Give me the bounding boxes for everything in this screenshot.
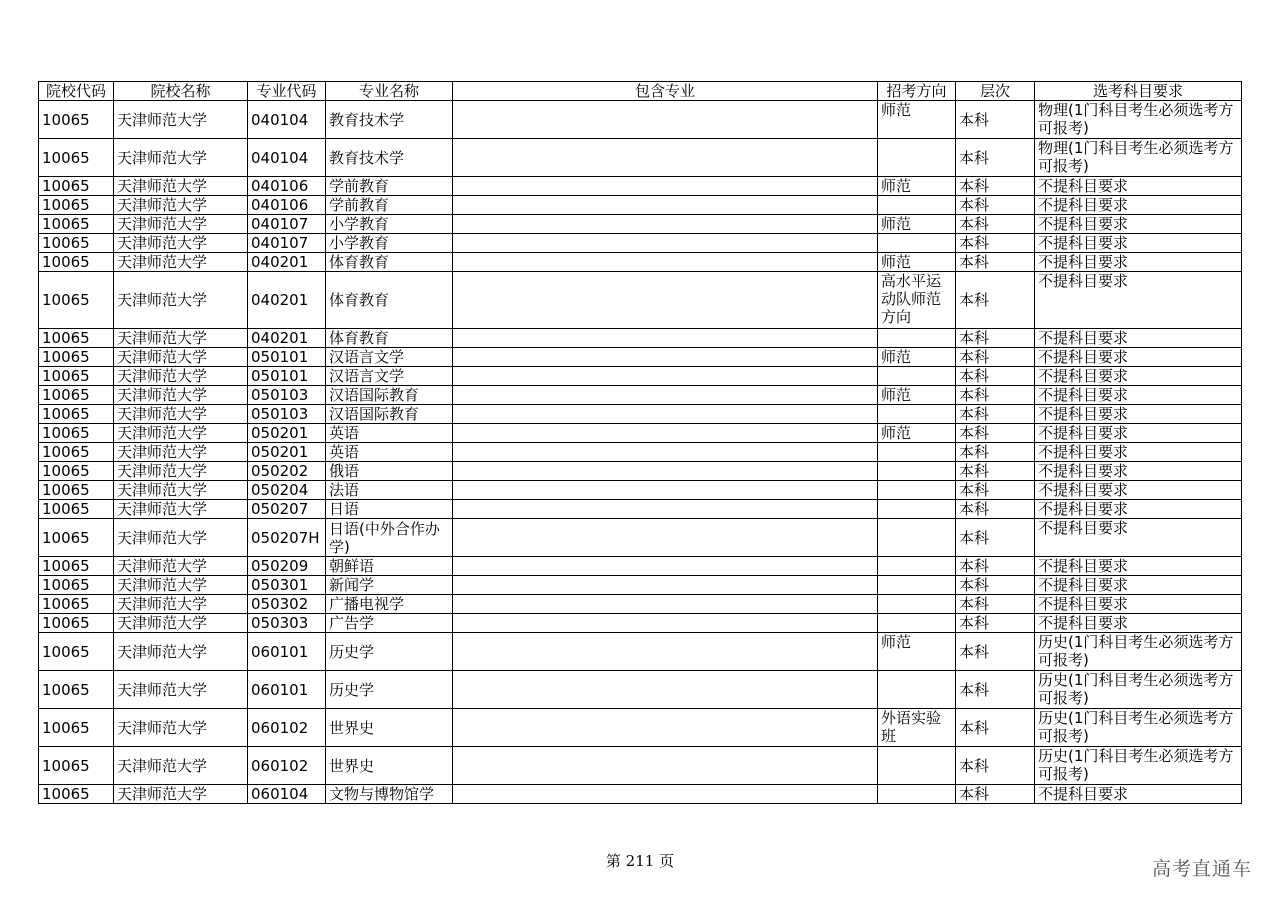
cell-school-name: 天津师范大学 bbox=[114, 614, 248, 633]
header-school-code: 院校代码 bbox=[39, 82, 114, 101]
cell-major-code: 050209 bbox=[248, 557, 326, 576]
cell-included-majors bbox=[453, 614, 878, 633]
cell-major-code: 050202 bbox=[248, 462, 326, 481]
cell-school-name: 天津师范大学 bbox=[114, 709, 248, 747]
table-row bbox=[39, 747, 1242, 785]
cell-school-code: 10065 bbox=[39, 443, 114, 462]
cell-major-name: 历史学 bbox=[326, 633, 453, 671]
cell-major-name: 体育教育 bbox=[326, 253, 453, 272]
cell-subject-requirement: 历史(1门科目考生必须选考方可报考) bbox=[1035, 633, 1242, 671]
cell-school-code: 10065 bbox=[39, 595, 114, 614]
cell-school-code: 10065 bbox=[39, 405, 114, 424]
cell-direction: 师范 bbox=[878, 348, 956, 367]
cell-level: 本科 bbox=[956, 367, 1035, 386]
header-row bbox=[39, 82, 1242, 101]
cell-direction bbox=[878, 785, 956, 804]
table-row bbox=[39, 139, 1242, 177]
cell-school-name: 天津师范大学 bbox=[114, 424, 248, 443]
cell-major-code: 050204 bbox=[248, 481, 326, 500]
table-row bbox=[39, 519, 1242, 557]
cell-school-name: 天津师范大学 bbox=[114, 405, 248, 424]
cell-major-name: 俄语 bbox=[326, 462, 453, 481]
cell-direction bbox=[878, 405, 956, 424]
cell-level: 本科 bbox=[956, 747, 1035, 785]
cell-included-majors bbox=[453, 329, 878, 348]
cell-major-name: 教育技术学 bbox=[326, 139, 453, 177]
cell-level: 本科 bbox=[956, 462, 1035, 481]
cell-major-code: 040107 bbox=[248, 234, 326, 253]
cell-level: 本科 bbox=[956, 272, 1035, 329]
cell-included-majors bbox=[453, 196, 878, 215]
cell-school-name: 天津师范大学 bbox=[114, 234, 248, 253]
cell-major-code: 060101 bbox=[248, 671, 326, 709]
cell-school-name: 天津师范大学 bbox=[114, 557, 248, 576]
cell-school-name: 天津师范大学 bbox=[114, 671, 248, 709]
cell-school-name: 天津师范大学 bbox=[114, 481, 248, 500]
cell-school-name: 天津师范大学 bbox=[114, 500, 248, 519]
cell-major-code: 040104 bbox=[248, 101, 326, 139]
cell-school-code: 10065 bbox=[39, 177, 114, 196]
cell-level: 本科 bbox=[956, 386, 1035, 405]
table-row bbox=[39, 443, 1242, 462]
cell-major-code: 060101 bbox=[248, 633, 326, 671]
cell-major-name: 世界史 bbox=[326, 709, 453, 747]
cell-direction bbox=[878, 557, 956, 576]
cell-school-name: 天津师范大学 bbox=[114, 196, 248, 215]
cell-major-code: 040201 bbox=[248, 329, 326, 348]
cell-included-majors bbox=[453, 253, 878, 272]
cell-level: 本科 bbox=[956, 443, 1035, 462]
cell-major-name: 法语 bbox=[326, 481, 453, 500]
cell-major-code: 040201 bbox=[248, 253, 326, 272]
cell-school-name: 天津师范大学 bbox=[114, 576, 248, 595]
cell-subject-requirement: 不提科目要求 bbox=[1035, 443, 1242, 462]
cell-school-name: 天津师范大学 bbox=[114, 747, 248, 785]
cell-direction bbox=[878, 519, 956, 557]
cell-subject-requirement: 不提科目要求 bbox=[1035, 253, 1242, 272]
cell-major-name: 小学教育 bbox=[326, 215, 453, 234]
table-row bbox=[39, 671, 1242, 709]
cell-school-code: 10065 bbox=[39, 386, 114, 405]
cell-direction bbox=[878, 671, 956, 709]
cell-level: 本科 bbox=[956, 348, 1035, 367]
table-row bbox=[39, 709, 1242, 747]
cell-school-code: 10065 bbox=[39, 253, 114, 272]
cell-direction bbox=[878, 234, 956, 253]
cell-school-name: 天津师范大学 bbox=[114, 348, 248, 367]
cell-direction bbox=[878, 481, 956, 500]
cell-school-name: 天津师范大学 bbox=[114, 215, 248, 234]
cell-level: 本科 bbox=[956, 424, 1035, 443]
table-row bbox=[39, 367, 1242, 386]
cell-included-majors bbox=[453, 500, 878, 519]
cell-major-name: 汉语言文学 bbox=[326, 367, 453, 386]
cell-major-name: 文物与博物馆学 bbox=[326, 785, 453, 804]
cell-major-code: 050103 bbox=[248, 405, 326, 424]
cell-direction bbox=[878, 443, 956, 462]
cell-school-code: 10065 bbox=[39, 519, 114, 557]
header-major-name: 专业名称 bbox=[326, 82, 453, 101]
cell-school-name: 天津师范大学 bbox=[114, 367, 248, 386]
cell-direction bbox=[878, 196, 956, 215]
cell-included-majors bbox=[453, 367, 878, 386]
cell-level: 本科 bbox=[956, 234, 1035, 253]
cell-school-code: 10065 bbox=[39, 329, 114, 348]
table-row bbox=[39, 481, 1242, 500]
cell-level: 本科 bbox=[956, 557, 1035, 576]
table-row bbox=[39, 424, 1242, 443]
cell-direction: 师范 bbox=[878, 177, 956, 196]
cell-subject-requirement: 不提科目要求 bbox=[1035, 500, 1242, 519]
cell-major-name: 日语 bbox=[326, 500, 453, 519]
cell-level: 本科 bbox=[956, 709, 1035, 747]
cell-school-code: 10065 bbox=[39, 367, 114, 386]
cell-subject-requirement: 不提科目要求 bbox=[1035, 519, 1242, 557]
cell-school-code: 10065 bbox=[39, 424, 114, 443]
cell-major-name: 汉语言文学 bbox=[326, 348, 453, 367]
cell-major-code: 060102 bbox=[248, 709, 326, 747]
cell-major-name: 小学教育 bbox=[326, 234, 453, 253]
cell-level: 本科 bbox=[956, 101, 1035, 139]
cell-direction bbox=[878, 500, 956, 519]
cell-school-code: 10065 bbox=[39, 709, 114, 747]
cell-subject-requirement: 历史(1门科目考生必须选考方可报考) bbox=[1035, 747, 1242, 785]
cell-subject-requirement: 不提科目要求 bbox=[1035, 481, 1242, 500]
cell-school-code: 10065 bbox=[39, 614, 114, 633]
cell-level: 本科 bbox=[956, 177, 1035, 196]
cell-subject-requirement: 不提科目要求 bbox=[1035, 348, 1242, 367]
cell-subject-requirement: 不提科目要求 bbox=[1035, 785, 1242, 804]
cell-major-code: 040106 bbox=[248, 196, 326, 215]
header-subject-requirement: 选考科目要求 bbox=[1035, 82, 1242, 101]
cell-subject-requirement: 不提科目要求 bbox=[1035, 215, 1242, 234]
cell-school-name: 天津师范大学 bbox=[114, 329, 248, 348]
cell-included-majors bbox=[453, 386, 878, 405]
cell-major-code: 040107 bbox=[248, 215, 326, 234]
cell-direction: 高水平运动队师范方向 bbox=[878, 272, 956, 329]
cell-direction bbox=[878, 462, 956, 481]
cell-level: 本科 bbox=[956, 405, 1035, 424]
cell-major-name: 朝鲜语 bbox=[326, 557, 453, 576]
cell-major-code: 050207 bbox=[248, 500, 326, 519]
cell-included-majors bbox=[453, 177, 878, 196]
cell-subject-requirement: 不提科目要求 bbox=[1035, 576, 1242, 595]
table-body bbox=[39, 101, 1242, 804]
cell-direction: 外语实验班 bbox=[878, 709, 956, 747]
cell-school-code: 10065 bbox=[39, 272, 114, 329]
cell-major-name: 汉语国际教育 bbox=[326, 386, 453, 405]
cell-major-code: 050302 bbox=[248, 595, 326, 614]
cell-school-name: 天津师范大学 bbox=[114, 443, 248, 462]
cell-major-name: 广告学 bbox=[326, 614, 453, 633]
cell-subject-requirement: 历史(1门科目考生必须选考方可报考) bbox=[1035, 671, 1242, 709]
cell-major-code: 050207H bbox=[248, 519, 326, 557]
table-row bbox=[39, 785, 1242, 804]
cell-level: 本科 bbox=[956, 519, 1035, 557]
table-row bbox=[39, 386, 1242, 405]
cell-major-name: 教育技术学 bbox=[326, 101, 453, 139]
cell-major-code: 050103 bbox=[248, 386, 326, 405]
cell-included-majors bbox=[453, 215, 878, 234]
cell-direction bbox=[878, 576, 956, 595]
cell-included-majors bbox=[453, 481, 878, 500]
cell-subject-requirement: 不提科目要求 bbox=[1035, 177, 1242, 196]
cell-major-name: 学前教育 bbox=[326, 196, 453, 215]
table-row bbox=[39, 196, 1242, 215]
cell-subject-requirement: 不提科目要求 bbox=[1035, 386, 1242, 405]
cell-direction: 师范 bbox=[878, 215, 956, 234]
cell-major-code: 050303 bbox=[248, 614, 326, 633]
cell-direction bbox=[878, 595, 956, 614]
cell-subject-requirement: 不提科目要求 bbox=[1035, 557, 1242, 576]
header-major-code: 专业代码 bbox=[248, 82, 326, 101]
cell-level: 本科 bbox=[956, 614, 1035, 633]
cell-school-code: 10065 bbox=[39, 576, 114, 595]
cell-major-name: 汉语国际教育 bbox=[326, 405, 453, 424]
cell-direction bbox=[878, 614, 956, 633]
cell-major-code: 050201 bbox=[248, 424, 326, 443]
cell-included-majors bbox=[453, 709, 878, 747]
cell-direction bbox=[878, 367, 956, 386]
cell-level: 本科 bbox=[956, 196, 1035, 215]
cell-subject-requirement: 不提科目要求 bbox=[1035, 329, 1242, 348]
cell-direction bbox=[878, 747, 956, 785]
cell-school-name: 天津师范大学 bbox=[114, 633, 248, 671]
table-row bbox=[39, 405, 1242, 424]
cell-level: 本科 bbox=[956, 329, 1035, 348]
cell-major-code: 050101 bbox=[248, 348, 326, 367]
table-row bbox=[39, 557, 1242, 576]
cell-major-name: 日语(中外合作办学) bbox=[326, 519, 453, 557]
cell-direction bbox=[878, 139, 956, 177]
cell-included-majors bbox=[453, 234, 878, 253]
cell-school-code: 10065 bbox=[39, 196, 114, 215]
header-included-majors: 包含专业 bbox=[453, 82, 878, 101]
table-row bbox=[39, 215, 1242, 234]
cell-school-name: 天津师范大学 bbox=[114, 101, 248, 139]
cell-major-code: 060102 bbox=[248, 747, 326, 785]
cell-level: 本科 bbox=[956, 671, 1035, 709]
cell-major-code: 040201 bbox=[248, 272, 326, 329]
cell-included-majors bbox=[453, 443, 878, 462]
table-row bbox=[39, 272, 1242, 329]
cell-level: 本科 bbox=[956, 633, 1035, 671]
cell-included-majors bbox=[453, 348, 878, 367]
cell-subject-requirement: 不提科目要求 bbox=[1035, 234, 1242, 253]
cell-included-majors bbox=[453, 101, 878, 139]
cell-direction bbox=[878, 329, 956, 348]
table-row bbox=[39, 462, 1242, 481]
cell-major-name: 学前教育 bbox=[326, 177, 453, 196]
cell-school-code: 10065 bbox=[39, 633, 114, 671]
table-row bbox=[39, 576, 1242, 595]
table-row bbox=[39, 595, 1242, 614]
cell-major-name: 英语 bbox=[326, 424, 453, 443]
cell-major-name: 世界史 bbox=[326, 747, 453, 785]
cell-school-code: 10065 bbox=[39, 234, 114, 253]
cell-subject-requirement: 不提科目要求 bbox=[1035, 595, 1242, 614]
cell-school-name: 天津师范大学 bbox=[114, 785, 248, 804]
table-row bbox=[39, 633, 1242, 671]
cell-level: 本科 bbox=[956, 576, 1035, 595]
cell-subject-requirement: 不提科目要求 bbox=[1035, 367, 1242, 386]
cell-included-majors bbox=[453, 785, 878, 804]
cell-included-majors bbox=[453, 519, 878, 557]
cell-included-majors bbox=[453, 633, 878, 671]
cell-level: 本科 bbox=[956, 215, 1035, 234]
cell-level: 本科 bbox=[956, 481, 1035, 500]
cell-school-code: 10065 bbox=[39, 101, 114, 139]
cell-direction: 师范 bbox=[878, 424, 956, 443]
cell-included-majors bbox=[453, 557, 878, 576]
table-row bbox=[39, 348, 1242, 367]
table-row bbox=[39, 253, 1242, 272]
cell-included-majors bbox=[453, 576, 878, 595]
cell-school-code: 10065 bbox=[39, 557, 114, 576]
page-number: 第 211 页 bbox=[605, 852, 675, 870]
cell-included-majors bbox=[453, 139, 878, 177]
cell-school-code: 10065 bbox=[39, 671, 114, 709]
table-row bbox=[39, 101, 1242, 139]
cell-school-code: 10065 bbox=[39, 215, 114, 234]
cell-major-code: 040104 bbox=[248, 139, 326, 177]
cell-major-name: 体育教育 bbox=[326, 272, 453, 329]
cell-direction: 师范 bbox=[878, 633, 956, 671]
header-direction: 招考方向 bbox=[878, 82, 956, 101]
cell-school-name: 天津师范大学 bbox=[114, 272, 248, 329]
cell-school-code: 10065 bbox=[39, 462, 114, 481]
cell-school-code: 10065 bbox=[39, 785, 114, 804]
table-row bbox=[39, 234, 1242, 253]
cell-school-code: 10065 bbox=[39, 747, 114, 785]
cell-school-name: 天津师范大学 bbox=[114, 519, 248, 557]
cell-included-majors bbox=[453, 272, 878, 329]
cell-subject-requirement: 不提科目要求 bbox=[1035, 614, 1242, 633]
cell-school-name: 天津师范大学 bbox=[114, 139, 248, 177]
cell-direction: 师范 bbox=[878, 253, 956, 272]
cell-major-code: 050301 bbox=[248, 576, 326, 595]
cell-major-code: 060104 bbox=[248, 785, 326, 804]
cell-included-majors bbox=[453, 671, 878, 709]
cell-school-code: 10065 bbox=[39, 500, 114, 519]
cell-school-code: 10065 bbox=[39, 481, 114, 500]
cell-school-name: 天津师范大学 bbox=[114, 386, 248, 405]
cell-school-name: 天津师范大学 bbox=[114, 177, 248, 196]
cell-major-name: 新闻学 bbox=[326, 576, 453, 595]
cell-included-majors bbox=[453, 595, 878, 614]
cell-school-code: 10065 bbox=[39, 139, 114, 177]
cell-subject-requirement: 不提科目要求 bbox=[1035, 462, 1242, 481]
cell-school-name: 天津师范大学 bbox=[114, 253, 248, 272]
cell-subject-requirement: 不提科目要求 bbox=[1035, 424, 1242, 443]
watermark-logo: 高考直通车 bbox=[1151, 858, 1252, 880]
cell-direction: 师范 bbox=[878, 386, 956, 405]
table-row bbox=[39, 500, 1242, 519]
cell-subject-requirement: 不提科目要求 bbox=[1035, 272, 1242, 329]
cell-level: 本科 bbox=[956, 253, 1035, 272]
cell-included-majors bbox=[453, 424, 878, 443]
cell-level: 本科 bbox=[956, 139, 1035, 177]
cell-subject-requirement: 不提科目要求 bbox=[1035, 196, 1242, 215]
header-school-name: 院校名称 bbox=[114, 82, 248, 101]
cell-level: 本科 bbox=[956, 500, 1035, 519]
cell-included-majors bbox=[453, 747, 878, 785]
cell-school-name: 天津师范大学 bbox=[114, 462, 248, 481]
table-row bbox=[39, 329, 1242, 348]
cell-major-name: 体育教育 bbox=[326, 329, 453, 348]
cell-major-code: 050201 bbox=[248, 443, 326, 462]
cell-subject-requirement: 不提科目要求 bbox=[1035, 405, 1242, 424]
cell-major-code: 040106 bbox=[248, 177, 326, 196]
cell-direction: 师范 bbox=[878, 101, 956, 139]
cell-school-name: 天津师范大学 bbox=[114, 595, 248, 614]
cell-major-name: 历史学 bbox=[326, 671, 453, 709]
cell-level: 本科 bbox=[956, 595, 1035, 614]
cell-subject-requirement: 物理(1门科目考生必须选考方可报考) bbox=[1035, 101, 1242, 139]
cell-subject-requirement: 历史(1门科目考生必须选考方可报考) bbox=[1035, 709, 1242, 747]
cell-included-majors bbox=[453, 462, 878, 481]
cell-school-code: 10065 bbox=[39, 348, 114, 367]
cell-major-code: 050101 bbox=[248, 367, 326, 386]
cell-major-name: 广播电视学 bbox=[326, 595, 453, 614]
table-row bbox=[39, 614, 1242, 633]
admission-table bbox=[38, 81, 1242, 804]
header-level: 层次 bbox=[956, 82, 1035, 101]
cell-included-majors bbox=[453, 405, 878, 424]
table-row bbox=[39, 177, 1242, 196]
cell-major-name: 英语 bbox=[326, 443, 453, 462]
cell-subject-requirement: 物理(1门科目考生必须选考方可报考) bbox=[1035, 139, 1242, 177]
cell-level: 本科 bbox=[956, 785, 1035, 804]
